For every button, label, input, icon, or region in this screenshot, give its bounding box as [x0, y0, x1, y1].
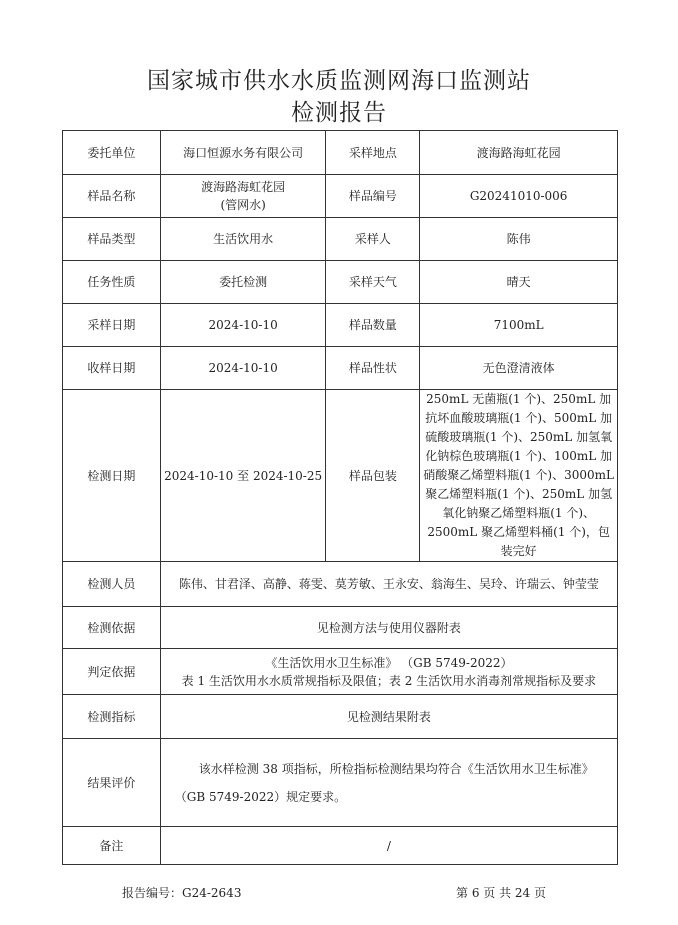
- state-label: 样品性状: [326, 347, 420, 390]
- weather-value: 晴天: [420, 261, 618, 304]
- site-label: 采样地点: [326, 131, 420, 175]
- qty-value: 7100mL: [420, 304, 618, 347]
- name-label: 样品名称: [63, 175, 161, 218]
- client-value: 海口恒源水务有限公司: [160, 131, 326, 175]
- name-line2: (管网水): [220, 198, 266, 212]
- weather-label: 采样天气: [326, 261, 420, 304]
- basis-label: 检测依据: [63, 607, 161, 649]
- receive-date-value: 2024-10-10: [160, 347, 326, 390]
- package-label: 样品包装: [326, 390, 420, 562]
- type-label: 样品类型: [63, 218, 161, 261]
- eval-label: 结果评价: [63, 739, 161, 827]
- staff-label: 检测人员: [63, 562, 161, 607]
- type-value: 生活饮用水: [160, 218, 326, 261]
- site-value: 渡海路海虹花园: [420, 131, 618, 175]
- task-label: 任务性质: [63, 261, 161, 304]
- test-date-label: 检测日期: [63, 390, 161, 562]
- receive-date-label: 收样日期: [63, 347, 161, 390]
- page-number: 第 6 页 共 24 页: [456, 886, 546, 900]
- test-date-value: 2024-10-10 至 2024-10-25: [160, 390, 326, 562]
- client-label: 委托单位: [63, 131, 161, 175]
- sample-no-label: 样品编号: [326, 175, 420, 218]
- name-line1: 渡海路海虹花园: [201, 180, 286, 194]
- sampler-value: 陈伟: [420, 218, 618, 261]
- remark-value: /: [160, 827, 617, 865]
- judge-line1: 《生活饮用水卫生标准》 （GB 5749-2022）: [265, 655, 513, 670]
- index-value: 见检测结果附表: [160, 695, 617, 739]
- state-value: 无色澄清液体: [420, 347, 618, 390]
- name-value: [160, 175, 326, 218]
- report-subtitle: 检测报告: [291, 100, 387, 126]
- report-number: 报告编号：G24-2643: [122, 886, 242, 900]
- sample-no-value: G20241010-006: [420, 175, 618, 218]
- basis-value: 见检测方法与使用仪器附表: [160, 607, 617, 649]
- qty-label: 样品数量: [326, 304, 420, 347]
- report-table: [62, 130, 618, 865]
- judge-line2: 表 1 生活饮用水水质常规指标及限值；表 2 生活饮用水消毒剂常规指标及要求: [181, 673, 597, 688]
- index-label: 检测指标: [63, 695, 161, 739]
- sample-date-label: 采样日期: [63, 304, 161, 347]
- sampler-label: 采样人: [326, 218, 420, 261]
- sample-date-value: 2024-10-10: [160, 304, 326, 347]
- task-value: 委托检测: [160, 261, 326, 304]
- judge-label: 判定依据: [63, 649, 161, 695]
- eval-value: 该水样检测 38 项指标，所检指标检测结果均符合《生活饮用水卫生标准》（GB 5749-2022）规定要求。: [160, 739, 617, 827]
- staff-value: 陈伟、甘君泽、高静、蒋雯、莫芳敏、王永安、翁海生、吴玲、许瑞云、钟莹莹: [160, 562, 617, 607]
- judge-value: [160, 649, 617, 695]
- remark-label: 备注: [63, 827, 161, 865]
- report-title: 国家城市供水水质监测网海口监测站: [147, 68, 531, 94]
- package-value: 250mL 无菌瓶(1 个)、250mL 加抗坏血酸玻璃瓶(1 个)、500mL 加硫酸玻璃瓶(1 个)、250mL 加氢氧化钠棕色玻璃瓶(1 个)、100mL 加硝酸聚乙烯塑料瓶(1 个)、3000mL 聚乙烯塑料瓶(1 个)、250mL 加氢氧化钠聚乙烯塑料瓶(1 个)、2500mL 聚乙烯塑料桶(1 个)，包装完好: [420, 390, 618, 562]
